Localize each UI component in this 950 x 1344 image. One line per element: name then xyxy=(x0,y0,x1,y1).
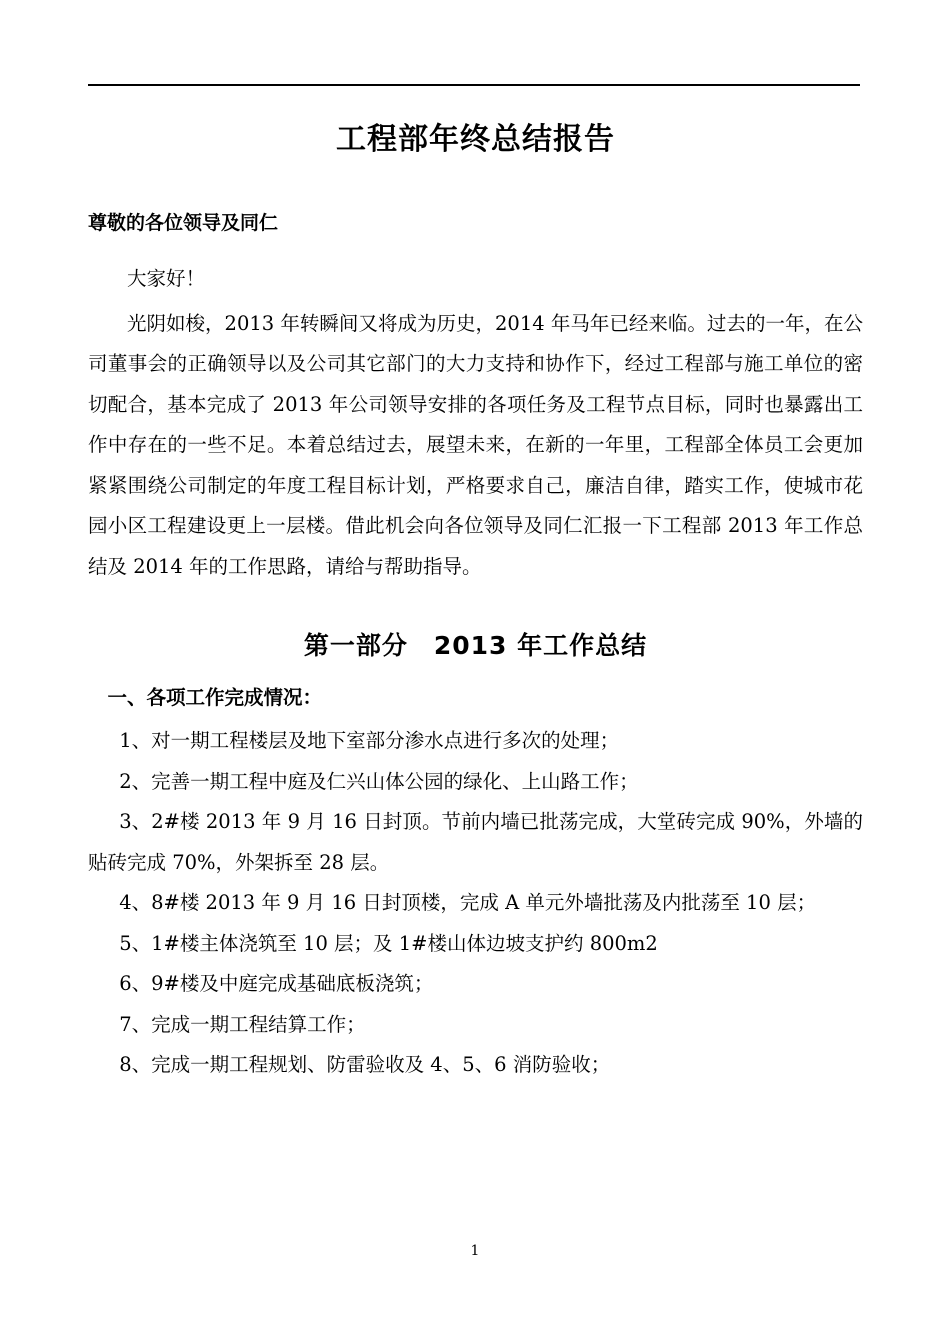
subsection-heading-work-completion: 一、各项工作完成情况： xyxy=(107,685,323,709)
list-item: 8、完成一期工程规划、防雷验收及 4、5、6 消防验收； xyxy=(119,1053,611,1077)
section-heading-part-one: 第一部分 2013 年工作总结 xyxy=(303,631,648,661)
header-rule-divider xyxy=(88,84,860,86)
list-item: 4、8#楼 2013 年 9 月 16 日封顶楼，完成 A 单元外墙批荡及内批荡至 10 层； xyxy=(119,891,817,915)
list-item: 5、1#楼主体浇筑至 10 层；及 1#楼山体边坡支护约 800m2 xyxy=(119,931,658,955)
list-item: 2、完善一期工程中庭及仁兴山体公园的绿化、上山路工作； xyxy=(119,769,639,793)
salutation-line: 尊敬的各位领导及同仁 xyxy=(88,211,279,234)
work-items-list xyxy=(88,721,863,1086)
document-body xyxy=(88,120,863,1086)
greeting-paragraph: 大家好！ xyxy=(127,267,206,290)
page-title: 工程部年终总结报告 xyxy=(336,122,615,157)
intro-paragraph: 光阴如梭，2013 年转瞬间又将成为历史，2014 年马年已经来临。过去的一年，在公司董事会的正确领导以及公司其它部门的大力支持和协作下，经过工程部与施工单位的密切配合，基本完成了 2013 年公司领导安排的各项任务及工程节点目标，同时也暴露出工作中存在的一些不足。本着总结过去，展望未来，在新的一年里，工程部全体员工会更加紧紧围绕公司制定的年度工程目标计划，严格要求自己，廉洁自律，踏实工作，使城市花园小区工程建设更上一层楼。借此机会向各位领导及同仁汇报一下工程部 2013 年工作总结及 2014 年的工作思路，请给与帮助指导。 xyxy=(88,311,863,578)
list-item: 7、完成一期工程结算工作； xyxy=(119,1012,366,1036)
page-number-footer: 1 xyxy=(470,1243,480,1259)
list-item: 1、对一期工程楼层及地下室部分渗水点进行多次的处理； xyxy=(119,729,620,752)
list-item: 3、2#楼 2013 年 9 月 16 日封顶。节前内墙已批荡完成，大堂砖完成 90%，外墙的贴砖完成 70%，外架拆至 28 层。 xyxy=(88,810,863,874)
list-item: 6、9#楼及中庭完成基础底板浇筑； xyxy=(119,972,434,996)
